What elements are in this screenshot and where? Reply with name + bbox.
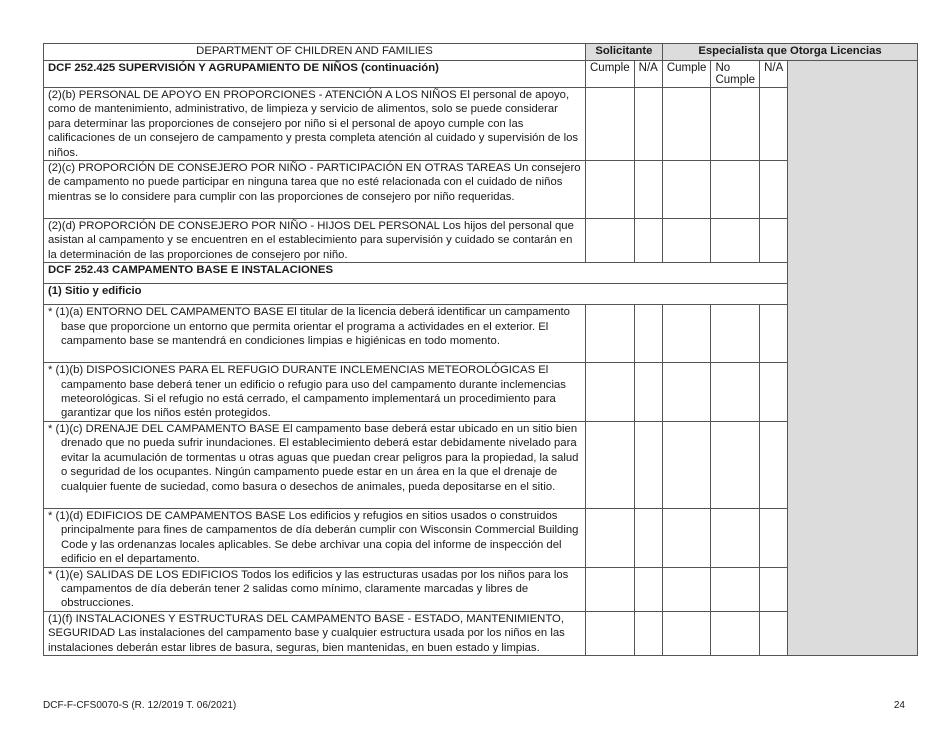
checkbox-cell[interactable] <box>634 567 662 611</box>
requirement-cell <box>44 508 586 567</box>
requirement-cell <box>44 421 586 508</box>
checkbox-cell[interactable] <box>634 161 662 219</box>
checkbox-cell[interactable] <box>711 305 760 363</box>
col-no-cumple-label: Cumple <box>715 74 756 86</box>
checkbox-cell[interactable] <box>662 508 711 567</box>
checkbox-cell[interactable] <box>760 508 788 567</box>
table-row <box>44 508 918 567</box>
col-cumple-especialista: Cumple <box>662 61 711 88</box>
checkbox-cell[interactable] <box>634 219 662 263</box>
checkbox-cell[interactable] <box>662 88 711 161</box>
form-id: DCF-F-CFS0070-S (R. 12/2019 T. 06/2021) <box>43 700 237 711</box>
critical-marker: * <box>48 364 53 377</box>
checkbox-cell[interactable] <box>634 508 662 567</box>
requirement-text <box>48 509 581 567</box>
checkbox-cell[interactable] <box>760 219 788 263</box>
table-row <box>44 88 918 161</box>
col-cumple-solicitante: Cumple <box>586 61 635 88</box>
requirement-cell <box>44 305 586 363</box>
section-row <box>44 263 918 284</box>
checklist-table <box>43 43 918 656</box>
col-na-solicitante: N/A <box>634 61 662 88</box>
requirement-body: (1)(c) DRENAJE DEL CAMPAMENTO BASE El campamento base deberá estar ubicado en un sitio bien drenado que no pueda sufrir inundaciones. El establecimiento deberá estar debidamente nivelado para evitar la acumulación de tormentas u otras aguas que puedan crear peligros para la propiedad, la salud o seguridad de los ocupantes. Ningún campamento puede estar en un área en la que el drenaje de cualquier fuente de suciedad, como basura o desechos de animales, pueda depositarse en el sitio. <box>55 422 579 493</box>
solicitante-header: Solicitante <box>586 44 663 61</box>
checkbox-cell[interactable] <box>711 567 760 611</box>
requirement-text: (2)(b) PERSONAL DE APOYO EN PROPORCIONES - ATENCIÓN A LOS NIÑOS El personal de apoyo, como de mantenimiento, administrativo, de limpieza y servicio de alimentos, solo se puede considerar para determinar las proporciones de consejero por niño si el personal de apoyo cumple con las calificaciones de un consejero de campamento y presta completa atención al cuidado y supervisión de los niños. <box>44 88 586 161</box>
checkbox-cell[interactable] <box>760 305 788 363</box>
page-number: 24 <box>893 700 905 711</box>
subsection-row <box>44 284 918 305</box>
requirement-body: (1)(b) DISPOSICIONES PARA EL REFUGIO DURANTE INCLEMENCIAS METEOROLÓGICAS El campamento base deberá tener un edificio o refugio para uso del campamento durante inclemencias meteorológicas. Si el refugio no está cerrado, el campamento implementará un procedimiento para garantizar que los niños estén protegidos. <box>55 364 566 420</box>
col-no-cumple-especialista <box>711 61 760 88</box>
checkbox-cell[interactable] <box>662 363 711 422</box>
checkbox-cell[interactable] <box>586 363 635 422</box>
checkbox-cell[interactable] <box>711 611 760 655</box>
checkbox-cell[interactable] <box>662 567 711 611</box>
requirement-body: (1)(f) INSTALACIONES Y ESTRUCTURAS DEL CAMPAMENTO BASE - ESTADO, MANTENIMIENTO, SEGURIDAD Las instalaciones del campamento base y cualquier estructura usada por los niños en las instalaciones deberán estar libres de basura, seguras, bien mantenidas, en buen estado y limpias. <box>48 612 565 654</box>
checkbox-cell[interactable] <box>586 508 635 567</box>
requirement-text <box>48 305 581 348</box>
checkbox-cell[interactable] <box>662 161 711 219</box>
checkbox-cell[interactable] <box>586 161 635 219</box>
checkbox-cell[interactable] <box>634 88 662 161</box>
requirement-body: (1)(a) ENTORNO DEL CAMPAMENTO BASE El titular de la licencia deberá identificar un campamento base que proporcione un entorno que permita orientar el programa a actividades en el exterior. El campamento base se mantendrá en condiciones limpias e higiénicas en todo momento. <box>55 306 570 348</box>
checkbox-cell[interactable] <box>662 421 711 508</box>
checkbox-cell[interactable] <box>760 567 788 611</box>
checkbox-cell[interactable] <box>662 305 711 363</box>
checkbox-cell[interactable] <box>711 219 760 263</box>
checkbox-cell[interactable] <box>634 611 662 655</box>
requirement-cell <box>44 567 586 611</box>
critical-marker: * <box>48 509 53 522</box>
table-row <box>44 421 918 508</box>
checkbox-cell[interactable] <box>634 421 662 508</box>
table-row <box>44 567 918 611</box>
requirement-cell <box>44 363 586 422</box>
table-row <box>44 363 918 422</box>
checkbox-cell[interactable] <box>711 88 760 161</box>
checkbox-cell[interactable] <box>586 88 635 161</box>
checkbox-cell[interactable] <box>586 305 635 363</box>
col-no-label: No <box>715 62 731 74</box>
subsection-heading: (1) Sitio y edificio <box>44 284 788 305</box>
requirement-body: (1)(e) SALIDAS DE LOS EDIFICIOS Todos los edificios y las estructuras usadas por los niños para los campamentos de día deberán tener 2 salidas como mínimo, claramente marcadas y libres de obstrucciones. <box>55 568 569 610</box>
checkbox-cell[interactable] <box>711 508 760 567</box>
checkbox-cell[interactable] <box>586 421 635 508</box>
table-row <box>44 219 918 263</box>
requirement-text <box>48 568 581 611</box>
gray-margin <box>788 61 918 656</box>
critical-marker: * <box>48 568 53 581</box>
section-subtitle: DCF 252.425 SUPERVISIÓN Y AGRUPAMIENTO DE NIÑOS (continuación) <box>44 61 586 88</box>
requirement-text <box>48 422 581 494</box>
critical-marker: * <box>48 422 53 435</box>
checkbox-cell[interactable] <box>711 421 760 508</box>
checkbox-cell[interactable] <box>760 161 788 219</box>
col-na-especialista: N/A <box>760 61 788 88</box>
table-row <box>44 161 918 219</box>
critical-marker: * <box>48 306 53 319</box>
checkbox-cell[interactable] <box>634 363 662 422</box>
checkbox-cell[interactable] <box>586 611 635 655</box>
especialista-header: Especialista que Otorga Licencias <box>662 44 917 61</box>
checkbox-cell[interactable] <box>760 363 788 422</box>
requirement-cell <box>44 611 586 655</box>
checkbox-cell[interactable] <box>760 611 788 655</box>
table-row <box>44 305 918 363</box>
requirement-text: (2)(c) PROPORCIÓN DE CONSEJERO POR NIÑO - PARTICIPACIÓN EN OTRAS TAREAS Un consejero de campamento no puede participar en ninguna tarea que no esté relacionada con el cuidado de niños mientras se lo considere para cumplir con las proporciones de consejero por niño requeridas. <box>44 161 586 219</box>
table-row <box>44 611 918 655</box>
checkbox-cell[interactable] <box>711 363 760 422</box>
checkbox-cell[interactable] <box>586 219 635 263</box>
checkbox-cell[interactable] <box>662 611 711 655</box>
requirement-body: (1)(d) EDIFICIOS DE CAMPAMENTOS BASE Los edificios y refugios en sitios usados o construidos principalmente para fines de campamentos de día deberán cumplir con Wisconsin Commercial Building Code y las ordenanzas locales aplicables. Se debe archivar una copia del informe de inspección del edificio en el departamento. <box>55 509 579 566</box>
requirement-text: (2)(d) PROPORCIÓN DE CONSEJERO POR NIÑO - HIJOS DEL PERSONAL Los hijos del personal que asistan al campamento y se encuentren en el establecimiento para supervisión y cuidado se contarán en la determinación de las proporciones de consejero por niño. <box>44 219 586 263</box>
header-row <box>44 44 918 61</box>
checkbox-cell[interactable] <box>711 161 760 219</box>
requirement-text <box>48 612 581 655</box>
requirement-text <box>48 363 581 421</box>
column-header-row <box>44 61 918 88</box>
checkbox-cell[interactable] <box>760 88 788 161</box>
checkbox-cell[interactable] <box>760 421 788 508</box>
department-title: DEPARTMENT OF CHILDREN AND FAMILIES <box>44 44 586 61</box>
checkbox-cell[interactable] <box>662 219 711 263</box>
section-heading: DCF 252.43 CAMPAMENTO BASE E INSTALACIONES <box>44 263 788 284</box>
checkbox-cell[interactable] <box>634 305 662 363</box>
checkbox-cell[interactable] <box>586 567 635 611</box>
